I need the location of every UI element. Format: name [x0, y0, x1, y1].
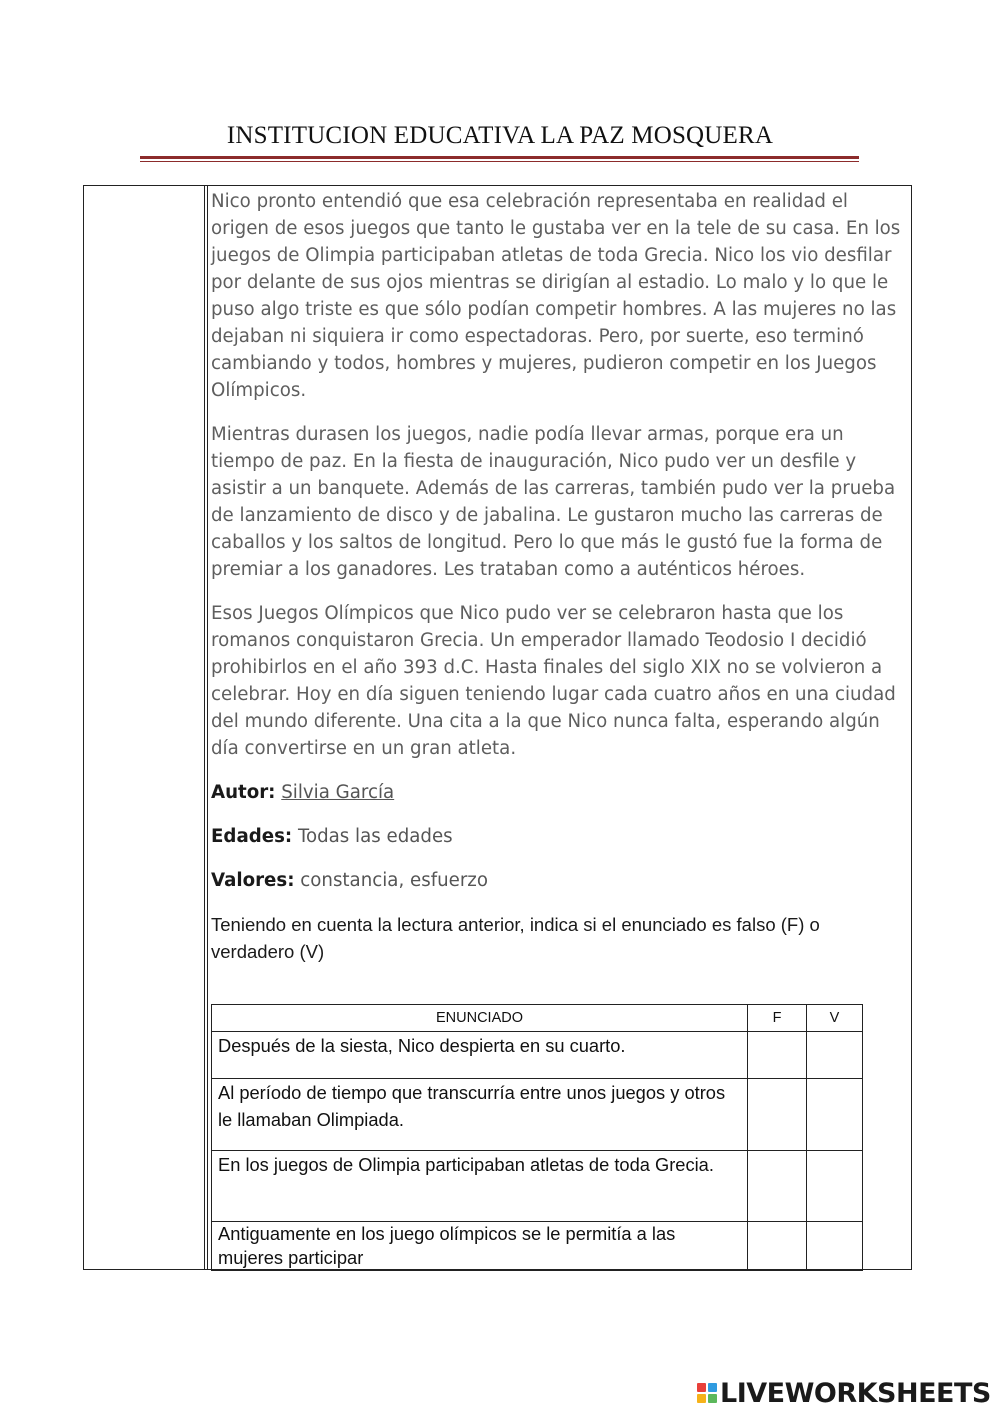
values-value-2: esfuerzo [410, 870, 488, 891]
ages-label: Edades: [211, 826, 293, 847]
author-label: Autor: [211, 782, 276, 803]
answer-true-cell[interactable] [807, 1032, 863, 1079]
logo-block [697, 1383, 706, 1392]
table-row [212, 1222, 863, 1271]
column-divider [207, 186, 208, 1269]
logo-block [708, 1394, 717, 1403]
answer-true-cell[interactable] [807, 1079, 863, 1151]
ages-line [211, 823, 907, 850]
header-true: V [807, 1005, 863, 1032]
exercise-instruction: Teniendo en cuenta la lectura anterior, indica si el enunciado es falso (F) o verdadero (V) [211, 914, 820, 962]
answer-false-cell[interactable] [748, 1032, 807, 1079]
answer-true-cell[interactable] [807, 1222, 863, 1271]
statement-cell: Al período de tiempo que transcurría entre unos juegos y otros le llamaban Olimpiada. [212, 1079, 748, 1151]
reading-paragraph: Nico pronto entendió que esa celebración representaba en realidad el origen de esos juegos que tanto le gustaba ver en la tele de su casa. En los juegos de Olimpia participaban atletas de toda Grecia. Nico los vio desfilar por delante de sus ojos mientras se dirigían al estadio. Lo malo y lo que le puso algo triste es que sólo podían competir hombres. A las mujeres no las dejaban ni siquiera ir como espectadoras. Pero, por suerte, eso terminó cambiando y todos, hombres y mujeres, pudieron competir en los Juegos Olímpicos. [211, 191, 901, 401]
answer-false-cell[interactable] [748, 1151, 807, 1222]
values-label: Valores: [211, 870, 295, 891]
left-margin-column [84, 186, 205, 1269]
answer-true-cell[interactable] [807, 1151, 863, 1222]
answer-false-cell[interactable] [748, 1222, 807, 1271]
ages-value: Todas las edades [297, 826, 453, 847]
header-false: F [748, 1005, 807, 1032]
logo-block [697, 1394, 706, 1403]
author-link[interactable]: Silvia García [281, 782, 395, 803]
table-row [212, 1032, 863, 1079]
header-divider-thin [140, 161, 859, 162]
answer-false-cell[interactable] [748, 1079, 807, 1151]
values-separator: , [398, 870, 405, 891]
logo-blocks-icon [697, 1383, 717, 1403]
logo-block [708, 1383, 717, 1392]
author-line [211, 779, 907, 806]
true-false-table [211, 1004, 863, 1271]
table-header-row [212, 1005, 863, 1032]
reading-section [211, 188, 907, 965]
values-value-1: constancia [300, 870, 399, 891]
header-statement: ENUNCIADO [212, 1005, 748, 1032]
content-frame [83, 185, 912, 1270]
values-line [211, 867, 907, 894]
statement-cell: En los juegos de Olimpia participaban atletas de toda Grecia. [212, 1151, 748, 1222]
table-row [212, 1079, 863, 1151]
logo-text: LIVEWORKSHEETS [720, 1377, 991, 1409]
statement-cell: Antiguamente en los juego olímpicos se le permitía a las mujeres participar [212, 1222, 748, 1271]
header-divider [140, 156, 859, 159]
reading-paragraph: Esos Juegos Olímpicos que Nico pudo ver se celebraron hasta que los romanos conquistaron Grecia. Un emperador llamado Teodosio I decidió prohibirlos en el año 393 d.C. Hasta finales del siglo XIX no se volvieron a celebrar. Hoy en día siguen teniendo lugar cada cuatro años en una ciudad del mundo diferente. Una cita a la que Nico nunca falta, esperando algún día convertirse en un gran atleta. [211, 603, 896, 759]
statement-cell: Después de la siesta, Nico despierta en su cuarto. [212, 1032, 748, 1079]
liveworksheets-logo [697, 1377, 991, 1409]
reading-paragraph: Mientras durasen los juegos, nadie podía llevar armas, porque era un tiempo de paz. En la fiesta de inauguración, Nico pudo ver un desfile y asistir a un banquete. Además de las carreras, también pudo ver la prueba de lanzamiento de disco y de jabalina. Le gustaron mucho las carreras de caballos y los saltos de longitud. Pero lo que más le gustó fue la forma de premiar a los ganadores. Les trataban como a auténticos héroes. [211, 424, 896, 580]
table-row [212, 1151, 863, 1222]
page-title: INSTITUCION EDUCATIVA LA PAZ MOSQUERA [226, 122, 774, 149]
